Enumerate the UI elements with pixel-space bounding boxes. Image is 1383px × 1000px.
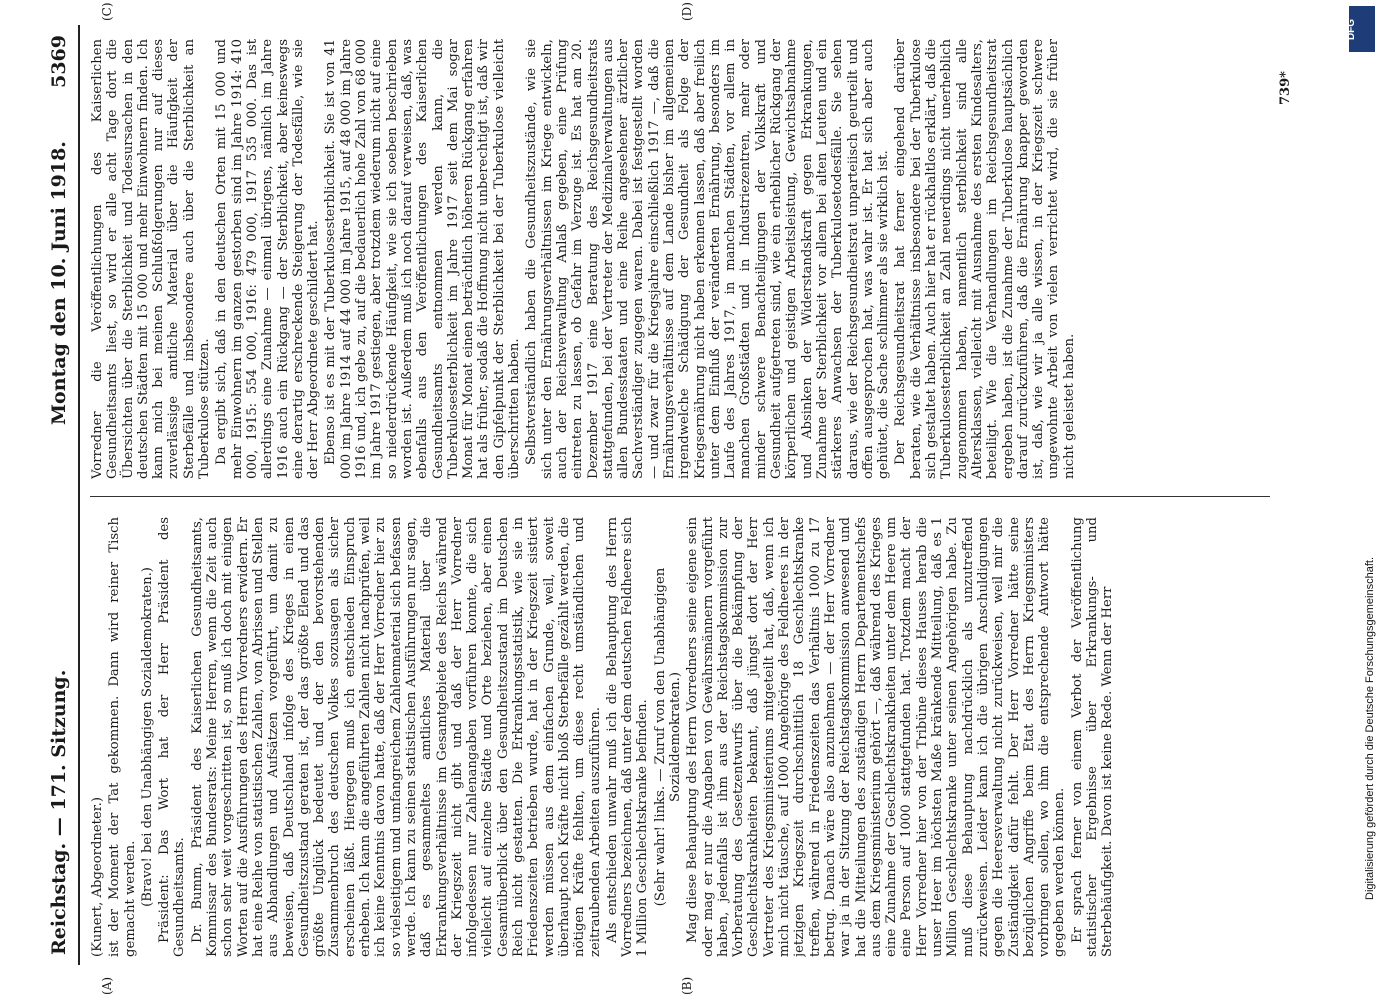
header-date: Montag den 10. Juni 1918.	[48, 141, 70, 425]
header-session: Reichstag. — 171. Sitzung.	[48, 669, 70, 955]
paragraph: Ebenso ist es mit der Tuberkulosesterblichkeit. Sie ist von 41 000 im Jahre 1914 auf 44 000 im Jahre 1915, auf 48 000 im Jahre 1916 und, ich gebe zu, auf die bedauerlich hohe Zahl von 68 000 im Jahre 1917 gestiegen, aber trotzdem wiederum nicht auf eine so niederdrückende Häufigkeit, wie sie ich soeben beschrieben worden ist. Außerdem muß ich noch darauf verweisen, daß, was ebenfalls aus den Veröffentlichungen des Kaiserlichen Gesundheitsamts entnommen werden kann, die Tuberkulosesterblichkeit im Jahre 1917 seit dem Mai sogar Monat für Monat einen beträchtlich höheren Rückgang erfahren hat als früher, sodaß die Hoffnung nicht unberechtigt ist, daß wir den Gipfelpunkt der Sterblichkeit bei der Tuberkulose vielleicht überschritten haben.	[323, 39, 523, 479]
paragraph: ist der Moment der Tat gekommen. Dann wird reiner Tisch gemacht werden.	[107, 517, 138, 957]
margin-mark-b: (B)	[680, 976, 694, 995]
page-header	[40, 25, 80, 965]
paragraph: (Kunert, Abgeordneter.)	[90, 797, 105, 957]
paragraph: Vorredner die Veröffentlichungen des Kaiserlichen Gesundheitsamts liest, so wird er alle acht Tage dort die Übersichten über die Sterblichkeit und Todesursachen in den deutschen Städten mit 15 000 und mehr Einwohnern finden. Ich kann mich bei meinen Schlußfolgerungen nur auf dieses zuverlässige amtliche Material über die Häufigkeit der Sterbefälle und insbesondere auch über die Sterblichkeit an Tuberkulose stützen.	[90, 39, 213, 479]
rotated-page-content	[40, 2, 1330, 995]
paragraph: (Bravo! bei den Unabhängigen Sozialdemokraten.)	[139, 567, 155, 907]
paragraph: Da ergibt sich, daß in den deutschen Orten mit 15 000 und mehr Einwohnern im ganzen gestorben sind im Jahre 1914: 410 000, 1915: 554 000, 1916: 479 000, 1917 535 000. Das ist allerdings eine Zunahme — einmal übrigens, nämlich im Jahre 1916 auch ein Rückgang — der Sterblichkeit, aber keineswegs eine derartig erschreckende Steigerung der Todesfälle, wie sie der Herr Abgeordnete geschildert hat.	[214, 39, 322, 479]
paragraph: Der Reichsgesundheitsrat hat ferner eingehend darüber beraten, wie die Verhältnisse insbesondere bei der Tuberkulose sich gestaltet haben. Auch hier hat er rückhaltlos erklärt, daß die Tuberkulosesterblichkeit an Zahl neuerdings nicht unerheblich zugenommen haben, namentlich sterblichkeit sind alle Altersklassen, vielleicht mit Ausnahme des ersten Kindesalters, beteiligt. Wie die Verhandlungen im Reichsgesundheitsrat ergeben haben, ist die Zunahme der Tuberkulose hauptsächlich darauf zurückzuführen, daß die Ernährung knapper geworden ist, daß, wie wir ja alle wissen, in der Kriegszeit schwere ungewohnte Arbeit von vielen verrichtet wird, die sie früher nicht geleistet haben.	[893, 39, 1077, 479]
digitization-note-text: Digitalisierung gefördert durch die Deutsche Forschungsgemeinschaft.	[1364, 556, 1376, 900]
right-text-column	[90, 39, 1270, 479]
header-page-number: 5369	[48, 35, 70, 88]
column-divider	[90, 496, 1270, 497]
paragraph: Er sprach ferner von einem Verbot der Veröffentlichung statistischer Ergebnisse über Erkrankungs- und Sterbehäufigkeit. Davon ist keine Rede. Wenn der Herr	[1069, 517, 1116, 957]
digitization-note	[1342, 20, 1376, 920]
paragraph: Präsident: Das Wort hat der Herr Präsident des Gesundheitsamts.	[157, 517, 188, 957]
paragraph: Dr. Bumm, Präsident des Kaiserlichen Gesundheitsamts, Kommissar des Bundesrats: Meine Herren, wenn die Zeit auch schon sehr weit vorgeschritten ist, so muß ich doch mit einigen Worten auf die Ausführungen des Herrn Vorredners erwidern. Er hat eine Reihe von statistischen Zahlen, von Abrissen und Stellen aus Abhandlungen und Aufsätzen vorgeführt, um damit zu beweisen, daß Deutschland infolge des Krieges in einen Gesundheitszustand geraten ist, der das größte Elend und das größte Unglück bedeutet und der den bevorstehenden Zusammenbruch des deutschen Volkes sozusagen als sicher erscheinen läßt. Hiergegen muß ich entschieden Einspruch erheben. Ich kann die angeführten Zahlen nicht nachprüfen, weil ich keine Kenntnis davon hatte, daß der Herr Vorredner hier zu so vielseitigem und umfangreichem Zahlenmaterial sich befassen werde. Ich kann zu seinen statistischen Ausführungen nur sagen, daß es gesammeltes amtliches Material über die Erkrankungsverhältnisse im Gesamtgebiete des Reichs während der Kriegszeit nicht gibt und daß der Herr Vorredner infolgedessen nur Zahlenangaben vorführen konnte, die sich vielleicht auf einzelne Städte und Orte beziehen, aber einen Gesamtüberblick über den Gesundheitszustand im Deutschen Reich nicht gestatten. Die Erkrankungsstatistik, wie sie in Friedenszeiten betrieben wurde, hat in der Kriegszeit sistiert werden müssen aus dem einfachen Grunde, weil, soweit überhaupt noch Kräfte nicht bloß Sterbefälle gezählt werden, die nötigen Kräfte fehlten, um diese recht umständlichen und zeitraubenden Arbeiten auszuführen.	[189, 517, 603, 957]
margin-mark-d: (D)	[680, 2, 694, 21]
dfg-logo-text: DFG	[1346, 18, 1358, 41]
margin-mark-a: (A)	[100, 976, 114, 995]
paragraph: Mag diese Behauptung des Herrn Vorredners seine eigene sein oder mag er nur die Angaben von Gewährsmännern vorgeführt haben, jedenfalls ist ihm aus der Reichstagskommission zur Vorberatung des Gesetzentwurfs über die Bekämpfung der Geschlechtskrankheiten bekannt, daß jüngst dort der Herr Vertreter des Kriegsministeriums mitgeteilt hat, daß, wenn ich mich nicht täusche, auf 1000 Angehörige des Feldheeres in der jetzigen Kriegszeit durchschnittlich 18 Geschlechtskranke treffen, während in Friedenszeiten das Verhältnis 1000 zu 17 betrug. Danach wäre also anzunehmen — der Herr Vorredner war ja in der Sitzung der Reichstagskommission anwesend und hat die Mitteilungen des zuständigen Herrn Departementschefs aus dem Kriegsministerium gehört —, daß während des Krieges eine Zunahme der Geschlechtskrankheiten unter dem Heere um eine Person auf 1000 stattgefunden hat. Trotzdem macht der Herr Vorredner hier von der Tribüne dieses Hauses herab die unser Heer im höchsten Maße kränkende Mitteilung, daß es 1 Million Geschlechtskranke unter seinen Angehörigen habe. Zu muß diese Behauptung nachdrücklich als unzutreffend zurückweisen. Leider kann ich die übrigen Anschuldigungen gegen die Heeresverwaltung nicht zurückweisen, weil mir die Zuständigkeit dafür fehlt. Der Herr Vorredner hätte seine bezüglichen Angriffe beim Etat des Herrn Kriegsministers vorbringen sollen, wo ihm die entsprechende Antwort hätte gegeben werden können.	[685, 517, 1068, 957]
paragraph: Selbstverständlich haben die Gesundheitszustände, wie sie sich unter den Ernährungsverhältnissen im Kriege entwickeln, auch der Reichsverwaltung Anlaß gegeben, eine Prüfung eintreten zu lassen, ob Gefahr im Verzuge ist. Es hat am 20. Dezember 1917 eine Beratung des Reichsgesundheitsrats stattgefunden, bei der Vertreter der Medizinalverwaltungen aus allen Bundesstaaten und eine Reihe angesehener ärztlicher Sachverständiger zugegen waren. Dabei ist festgestellt worden — und zwar für die Kriegsjahre einschließlich 1917 —, daß die Ernährungsverhältnisse auf dem Lande bisher im allgemeinen irgendwelche Schädigung der Gesundheit als Folge der Kriegsernährung nicht haben erkennen lassen, daß aber freilich unter dem Einfluß der veränderten Ernährung, besonders im Laufe des Jahres 1917, in manchen Städten, vor allem in manchen Großstädten und in Industriezentren, mehr oder minder schwere Benachteiligungen der Volkskraft und Gesundheit aufgetreten sind, wie ein erheblicher Rückgang der körperlichen und geistigen Arbeitsleistung, Gewichtsabnahme und Absinken der Widerstandskraft gegen Erkrankungen, Zunahme der Sterblichkeit vor allem bei alten Leuten und ein stärkeres Anwachsen der Tuberkulosetodesfälle. Sie sehen daraus, wie der Reichsgesundheitsrat unparteiisch geurteilt und offen ausgesprochen hat, was wahr ist. Er hat sich aber auch gehütet, die Sache schlimmer als sie wirklich ist.	[524, 39, 892, 479]
left-text-column	[90, 517, 1270, 957]
paragraph: Als entschieden unwahr muß ich die Behauptung des Herrn Vorredners bezeichnen, daß unter dem deutschen Feldheere sich 1 Million Geschlechtskranke befinden.	[604, 517, 651, 957]
margin-mark-c: (C)	[100, 2, 114, 21]
paragraph: (Sehr wahr! links. — Zuruf von den Unabhängigen Sozialdemokraten.)	[652, 567, 683, 907]
folio-mark: 739*	[1278, 71, 1293, 105]
